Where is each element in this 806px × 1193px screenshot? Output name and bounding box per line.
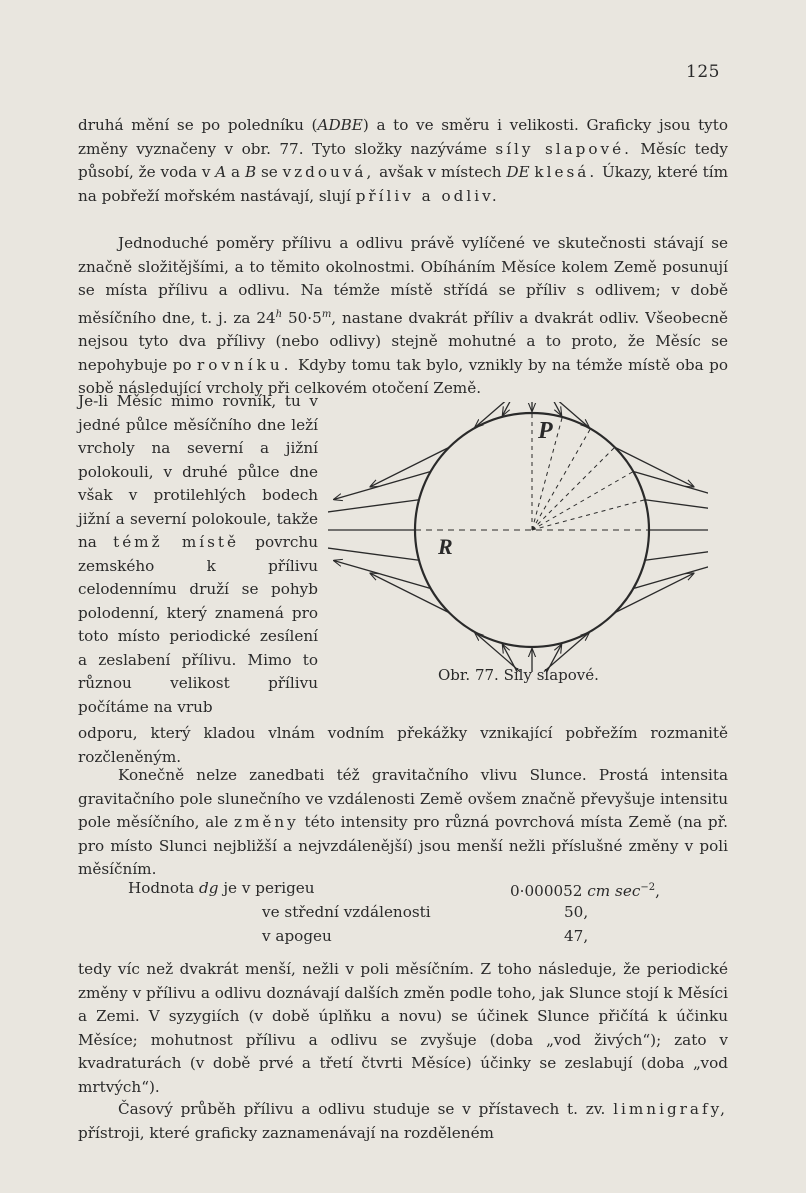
paragraph-5: Konečně nelze zanedbati též gravitačního vlivu Slunce. Prostá intensita gravitačního pole slunečního ve vzdálenosti Země ovšem značně převyšuje intensitu pole měsíčního, ale změny této intensity pro různá povrchová místa Země (na př. pro místo Slunci nejbližší a nejvzdálenější) jsou menší nežli příslušné změny v poli měsíčním. xyxy=(78,766,728,878)
label-r: R xyxy=(438,534,453,559)
force-arrow xyxy=(615,447,694,486)
dashed-radii xyxy=(415,413,649,530)
value-row: v apogeu 47, xyxy=(262,927,589,945)
paragraph-2: Jednoduché poměry přílivu a odlivu právě vylíčené ve skutečnosti stávají se značně složitějšími, a to těmito okolnostmi. Obíháním Měsíce kolem Země posunují se místa přílivu a odlivu. Na témže místě střídá se příliv s odlivem; v době měsíčního dne, t. j. za 24$^h$ $50\cdot 5^m$, nastane dvakrát příliv a dvakrát odliv. Všeobecně nejsou tyto dva přílivy (nebo odlivy) stejně mohutné a to proto, že Měsíc se nepohybuje po rovníku. Kdyby tomu tak bylo, vznikly by na témže místě oba po sobě následující vrcholy při celkovém otočení Země. xyxy=(78,234,729,398)
force-arrow xyxy=(645,500,708,514)
force-arrow xyxy=(370,447,449,486)
tidal-forces-figure xyxy=(328,402,708,672)
label-p: P xyxy=(538,418,553,444)
force-arrow xyxy=(334,561,431,589)
force-arrows xyxy=(328,402,708,672)
page-number: 125 xyxy=(686,62,720,82)
paragraph-7: Časový průběh přílivu a odlivu studuje se v přístavech t. zv. limnigrafy, přístroji, které graficky zaznamenávají na rozděleném xyxy=(78,1100,728,1142)
paragraph-3: Je-li Měsíc mimo rovník, tu v jedné půlce měsíčního dne leží vrcholy na severní a jižní polokouli, v druhé půlce dne však v protilehlých bodech jižní a severní polokoule, takže na témž místě povrchu zemského k přílivu celodennímu druží se pohyb polodenní, který znamená pro toto místo periodické zesílení a zeslabení přílivu. Mimo to různou velikost přílivu počítáme na vrub xyxy=(78,392,319,716)
tidal-forces-diagram xyxy=(328,402,708,672)
value-row: ve střední vzdálenosti 50, xyxy=(262,903,589,921)
force-arrow xyxy=(328,500,419,514)
force-arrow xyxy=(615,573,694,612)
force-arrow xyxy=(328,546,419,560)
force-arrow xyxy=(370,573,449,612)
dashed-radius xyxy=(532,500,645,530)
dashed-radius xyxy=(532,447,615,530)
paragraph-6: tedy víc než dvakrát menší, nežli v poli měsíčním. Z toho následuje, že periodické změny v přílivu a odlivu doznávají dalších změn podle toho, jak Slunce stojí k Měsíci a Zemi. V syzygiích (v době úplňku a novu) se účinek Slunce přičítá k účinku Měsíce; mohutnost přílivu a odlivu se zvyšuje (doba „vod živých“); zato v kvadraturách (v době prvé a třetí čtvrti Měsíce) účinky se zeslabují (doba „vod mrtvých“). xyxy=(78,960,728,1096)
paragraph-1: druhá mění se po poledníku (ADBE) a to ve směru i velikosti. Graficky jsou tyto změny vyznačeny v obr. 77. Tyto složky nazýváme síly slapové. Měsíc tedy působí, že voda v A a B se vzdouvá, avšak v místech DE klesá. Úkazy, které tím na pobřeží mořském nastávají, slují příliv a odliv. xyxy=(78,116,729,205)
force-arrow xyxy=(334,472,431,500)
value-table xyxy=(128,876,688,948)
figure-caption: Obr. 77. Síly slapové. xyxy=(438,666,599,684)
force-arrow xyxy=(645,546,708,560)
paragraph-4: odporu, který kladou vlnám vodním překážky vznikající pobřežím rozmanitě rozčleněným. xyxy=(78,724,728,766)
value-row: Hodnota dg je v perigeu 0·000052 cm $\sec^{-2}$, xyxy=(128,879,660,901)
dashed-radius xyxy=(532,472,633,531)
